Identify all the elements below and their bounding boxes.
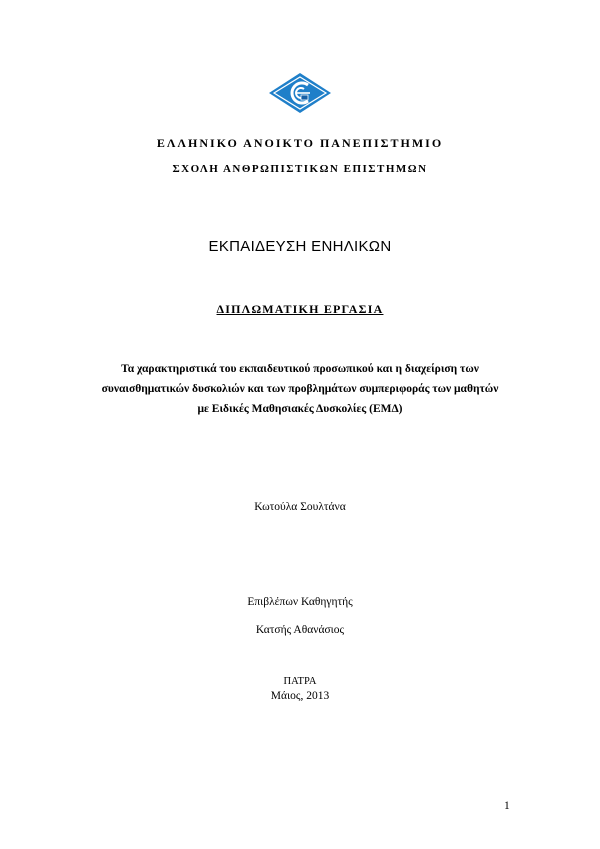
author-name: Κωτούλα Σουλτάνα: [254, 501, 346, 513]
thesis-type-heading: ΔΙΠΛΩΜΑΤΙΚΗ ΕΡΓΑΣΙΑ: [216, 302, 384, 316]
university-name: ΕΛΛΗΝΙΚΟ ΑΝΟΙΚΤΟ ΠΑΝΕΠΙΣΤΗΜΙΟ: [156, 136, 444, 150]
page-number: 1: [504, 800, 510, 812]
program-name: ΕΚΠΑΙΔΕΥΣΗ ΕΝΗΛΙΚΩΝ: [208, 238, 392, 255]
thesis-title: [60, 359, 540, 419]
supervisor-name: Κατσής Αθανάσιος: [255, 624, 345, 636]
thesis-title-line: με Ειδικές Μαθησιακές Δυσκολίες (ΕΜΔ): [197, 403, 403, 415]
thesis-title-line: συναισθηματικών δυσκολιών και των προβλημάτων συμπεριφοράς των μαθητών: [101, 383, 499, 395]
university-logo-icon: [268, 72, 332, 114]
school-name: ΣΧΟΛΗ ΑΝΘΡΩΠΙΣΤΙΚΩΝ ΕΠΙΣΤΗΜΩΝ: [172, 163, 428, 175]
date: Μάιος, 2013: [270, 690, 330, 702]
thesis-title-line: Τα χαρακτηριστικά του εκπαιδευτικού προσωπικού και η διαχείριση των: [121, 363, 479, 375]
supervisor-label: Επιβλέπων Καθηγητής: [247, 596, 353, 608]
city: ΠΑΤΡΑ: [283, 676, 317, 687]
